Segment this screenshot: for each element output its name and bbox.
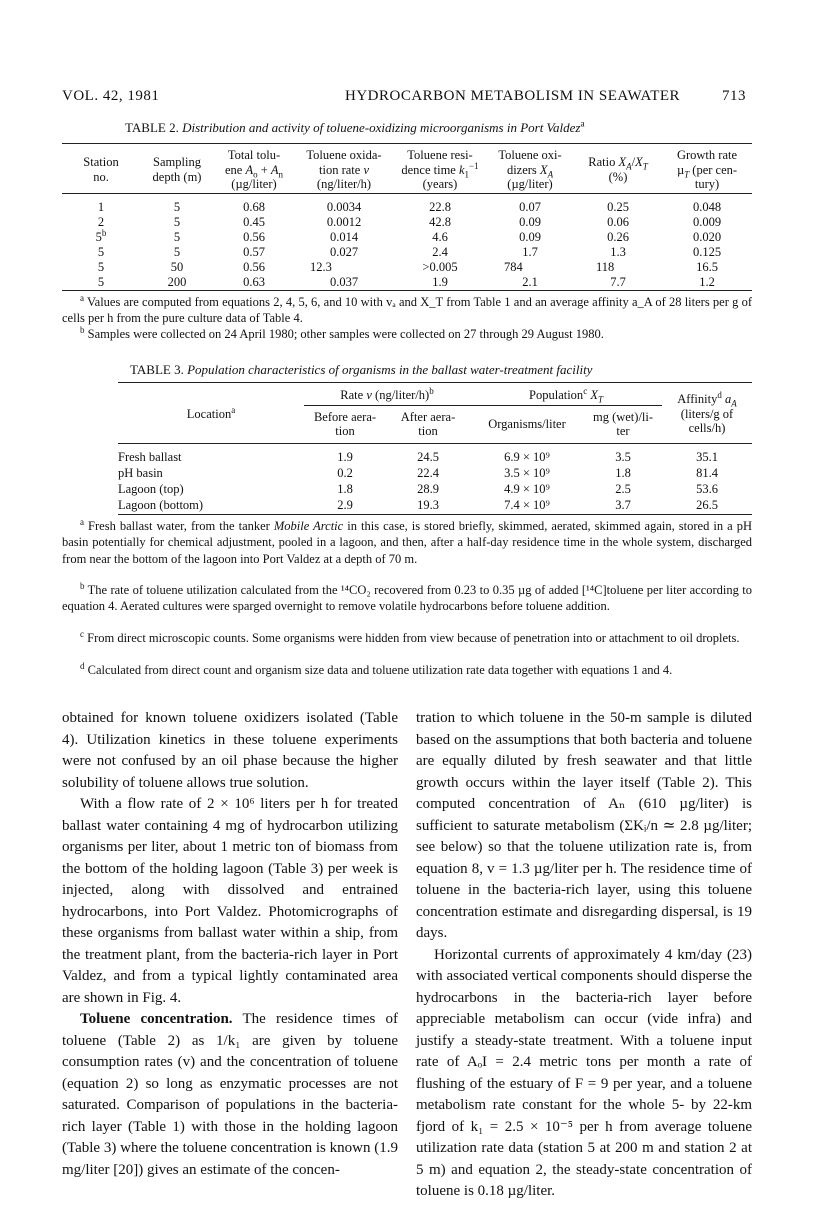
cell: 0.09: [519, 214, 541, 229]
cell: 2.5: [615, 482, 631, 497]
table3-col-org: Organisms/liter: [488, 416, 566, 431]
cell: 1.8: [337, 482, 353, 497]
table2-col-growth: Growth rate µ$_T$ (per cen- tury): [676, 148, 738, 191]
cell: 81.4: [696, 466, 718, 481]
table3-col-rate-group: Rate v (ng/liter/h)$^b$: [304, 385, 470, 405]
table3-footnote-d: [62, 662, 752, 678]
table2-col-station: Station no.: [83, 155, 119, 184]
section-heading: Toluene concentration.: [80, 1011, 233, 1027]
table3-footnote-b: [62, 582, 752, 615]
cell: 1.8: [615, 466, 631, 481]
footnote-text: The rate of toluene utilization calculated from the ¹⁴CO₂ recovered from 0.23 to 0.35 µg of added [¹⁴C]toluene per liter according to equation 4. Aerated cultures were sparged overnight to remove volatile hydrocarbons before toluene addition.: [62, 583, 752, 614]
running-title: HYDROCARBON METABOLISM IN SEAWATER: [345, 88, 681, 104]
footnote-mark: b: [80, 324, 85, 335]
cell: 0.09: [519, 229, 541, 244]
footnote-text: Samples were collected on 24 April 1980; other samples were collected on 27 through 29 August 1980.: [87, 327, 604, 341]
table2-caption: [125, 120, 765, 136]
cell: 4.6: [432, 229, 448, 244]
cell: 0.45: [243, 214, 265, 229]
cell: 1.7: [522, 244, 538, 259]
cell: 1: [97, 199, 105, 214]
cell: 0.125: [692, 244, 722, 259]
cell: 35.1: [696, 450, 718, 465]
cell: 19.3: [417, 498, 439, 513]
table3-col-pop-group: Population$^c$ $X_T$: [470, 385, 662, 405]
volume-label: VOL. 42, 1981: [62, 88, 160, 104]
table3-title: Population characteristics of organisms in the ballast water-treatment facility: [187, 362, 593, 377]
cell: 0.68: [243, 199, 265, 214]
page-number: 713: [722, 88, 746, 104]
footnote-text: Values are computed from equations 2, 4, 5, 6, and 10 with vₐ and X_T from Table 1 and an average affinity a_A of 28 liters per g of cells per h from the pure culture data of Table 4.: [62, 295, 753, 326]
table-row: [118, 466, 752, 482]
cell: 0.2: [337, 466, 353, 481]
cell: 1.9: [432, 274, 448, 289]
table3-bottom-rule: [118, 514, 752, 515]
table2-footnote-a: [62, 294, 752, 327]
cell: 28.9: [417, 482, 439, 497]
table3-col-affinity: Affinity$^d$ $a_A$ (liters/g of cells/h): [677, 390, 737, 435]
cell: 200: [167, 274, 187, 289]
cell: 0.26: [607, 229, 629, 244]
table2-col-ratio: Ratio $X_A/X_T$ (%): [588, 155, 648, 184]
cell: 1.9: [337, 450, 353, 465]
footnote-mark: a: [80, 516, 84, 527]
cell: 0.009: [692, 214, 722, 229]
footnote-mark: a: [80, 292, 84, 303]
table-row: [62, 215, 752, 230]
left-paragraph-3: [62, 1009, 398, 1181]
cell: 2.1: [522, 274, 538, 289]
table2-top-rule: [62, 143, 752, 144]
left-paragraph-2: With a flow rate of 2 × 10⁶ liters per h for treated ballast water containing 4 mg of hydrocarbon utilizing organisms per liter, about 1 metric ton of biomass from the bottom of the holding lagoon (Table 3) per week is injected, along with dissolved and entrained hydrocarbons, into Port Valdez. Photomicrographs of these organisms from ballast water within a ship, from the treatment plant, from the bacteria-rich layer in Port Valdez, and from a typical lightly contaminated area are shown in Fig. 4.: [62, 796, 398, 1006]
table-row: [62, 260, 752, 275]
table3-footnote-c: [62, 630, 752, 646]
footnote-text: Calculated from direct count and organism size data and toluene utilization rate data together with equations 1 and 4.: [87, 663, 673, 677]
cell: 7.4 × 10⁹: [504, 498, 550, 513]
cell: 26.5: [696, 498, 718, 513]
table2-label: TABLE 2.: [125, 120, 179, 135]
footnote-text: in this case, is stored briefly, skimmed, aerated, skimmed again, stored in a pH basin potentially for chemical adjustment, pooled in a lagoon, and then, after a half-day residence time in the whole system, discharged from near the bottom of the lagoon into Port Valdez at a depth of 70 m.: [62, 519, 753, 566]
table2-col-residence: Toluene resi- dence time $k_1^{-1}$ (years): [401, 148, 479, 191]
cell: 784: [504, 259, 523, 274]
body-right-column: [416, 708, 752, 1203]
cell: 16.5: [696, 259, 718, 274]
table2-col-total: Total tolu- ene $A_o + A_n$ (µg/liter): [224, 148, 284, 191]
footnote-text: From direct microscopic counts. Some organisms were hidden from view because of penetration into or attachment to oil droplets.: [87, 631, 740, 645]
cell: Fresh ballast: [118, 450, 182, 465]
footnote-mark: d: [80, 660, 85, 671]
table3-top-rule: [118, 382, 752, 383]
cell: 1.3: [610, 244, 626, 259]
cell: 5: [173, 199, 181, 214]
cell: 50: [170, 259, 184, 274]
right-paragraph-1: tration to which toluene in the 50-m sample is diluted based on the assumptions that both bacteria and toluene are equally diluted by fresh seawater and that little growth occurs within the layer itself (Table 2). This computed concentration of Aₙ (610 µg/liter) is sufficient to saturate metabolism (ΣKᵢ/n ≃ 2.8 µg/liter; see below) so that the toluene utilization rate is, from equation 8, v = 1.3 µg/liter per h. The residence time of toluene in the bacteria-rich layer, using this toluene concentration estimate and disregarding dispersal, is 19 days.: [416, 710, 752, 941]
cell: 0.048: [692, 199, 722, 214]
cell: 0.25: [607, 199, 629, 214]
cell: 24.5: [417, 450, 439, 465]
cell: 2.9: [337, 498, 353, 513]
cell: 12.3: [310, 259, 332, 274]
cell: Lagoon (top): [118, 482, 184, 497]
cell: 3.5: [615, 450, 631, 465]
table3-col-after: After aera- tion: [400, 409, 456, 438]
cell: 5: [173, 214, 181, 229]
table2-col-rate: Toluene oxida- tion rate v (ng/liter/h): [306, 148, 382, 191]
cell: 5: [97, 274, 105, 289]
table2-col-oxidizers: Toluene oxi- dizers $X_A$ (µg/liter): [498, 148, 562, 191]
table-row: [62, 230, 752, 245]
cell: 2: [97, 214, 105, 229]
table2-title: Distribution and activity of toluene-oxidizing microorganisms in Port Valdez: [182, 120, 581, 135]
cell: 6.9 × 10⁹: [504, 450, 550, 465]
cell: 0.0012: [326, 214, 362, 229]
cell: 53.6: [696, 482, 718, 497]
cell: 2.4: [432, 244, 448, 259]
cell: 3.7: [615, 498, 631, 513]
table3-caption: [130, 362, 770, 378]
paragraph-text: The residence times of toluene (Table 2) as 1/k₁ are given by toluene consumption rates (v) and the concentration of toluene (equation 2) so long as enzymatic processes are not saturated. Comparison of populations in the bacteria-rich layer (Table 1) with those in the holding lagoon (Table 3) where the toluene concentration is known (1.9 mg/liter [20]) gives an estimate of the concen-: [62, 1011, 398, 1178]
cell: [62, 227, 140, 245]
table3-header-row-1: [118, 385, 752, 405]
table3-label: TABLE 3.: [130, 362, 184, 377]
cell: pH basin: [118, 466, 163, 481]
table2-footnote-b: [62, 326, 752, 342]
cell: 42.8: [429, 214, 451, 229]
table-row: [62, 245, 752, 260]
cell: >0.005: [422, 259, 458, 274]
table3-col-mg: mg (wet)/li- ter: [592, 409, 654, 438]
cell: 5: [173, 229, 181, 244]
cell-sup: b: [101, 227, 107, 238]
cell: 0.037: [329, 274, 359, 289]
table2-header-row: [62, 147, 752, 193]
cell: 0.0034: [326, 199, 362, 214]
table2-title-sup: a: [580, 119, 585, 130]
cell: 0.014: [329, 229, 359, 244]
table-row: [118, 498, 752, 514]
table-row: [62, 200, 752, 215]
footnote-mark: b: [80, 580, 85, 591]
cell: 0.56: [243, 259, 265, 274]
cell: 22.8: [429, 199, 451, 214]
cell: 1.2: [699, 274, 715, 289]
right-paragraph-2: Horizontal currents of approximately 4 km/day (23) with associated vertical components should disperse the hydrocarbons in the bacteria-rich layer before appreciable metabolism can occur (vide infra) and justify a steady-state treatment. With a toluene input rate of AₒI = 2.4 metric tons per month a rate of flushing of the estuary of F = 9 per year, and a toluene metabolism rate constant for the whole 5- by 22-km fjord of k₁ = 2.5 × 10⁻⁵ per h from average toluene utilization rate data (station 5 at 200 m and station 2 at 5 m) and equation 2, the steady-state concentration of toluene is 0.18 µg/liter.: [416, 946, 752, 1199]
table-row: [118, 450, 752, 466]
table3-col-before: Before aera- tion: [313, 409, 377, 438]
cell: 0.56: [243, 229, 265, 244]
cell: 0.027: [329, 244, 359, 259]
cell: 0.63: [243, 274, 265, 289]
left-paragraph-1: obtained for known toluene oxidizers isolated (Table 4). Utilization kinetics in these toluene experiments were not confused by an oil phase because the higher solubility of toluene allows true solution.: [62, 710, 398, 791]
cell: 5: [173, 244, 181, 259]
table2-bottom-rule: [62, 290, 752, 291]
table3: [118, 385, 752, 514]
cell: 5: [97, 259, 105, 274]
body-left-column: [62, 708, 398, 1181]
table2: [62, 147, 752, 290]
table3-footnote-a: [62, 518, 752, 567]
footnote-ship: Mobile Arctic: [273, 519, 344, 533]
table-row: [118, 482, 752, 498]
cell-text: 5: [95, 229, 102, 244]
header-text: Location: [186, 406, 232, 421]
footnote-mark: c: [80, 628, 84, 639]
cell: 0.06: [607, 214, 629, 229]
table3-col-location: Location$^a$: [186, 404, 236, 421]
cell: 4.9 × 10⁹: [504, 482, 550, 497]
cell: 5: [97, 244, 105, 259]
cell: 118: [596, 259, 615, 274]
cell: 3.5 × 10⁹: [504, 466, 550, 481]
table-row: [62, 275, 752, 290]
footnote-text: Fresh ballast water, from the tanker: [88, 519, 274, 533]
cell: 22.4: [417, 466, 439, 481]
cell: 0.57: [243, 244, 265, 259]
cell: 0.020: [692, 229, 722, 244]
cell: 0.07: [519, 199, 541, 214]
cell: 7.7: [610, 274, 626, 289]
table2-col-depth: Sampling depth (m): [152, 155, 202, 184]
cell: Lagoon (bottom): [118, 498, 204, 513]
